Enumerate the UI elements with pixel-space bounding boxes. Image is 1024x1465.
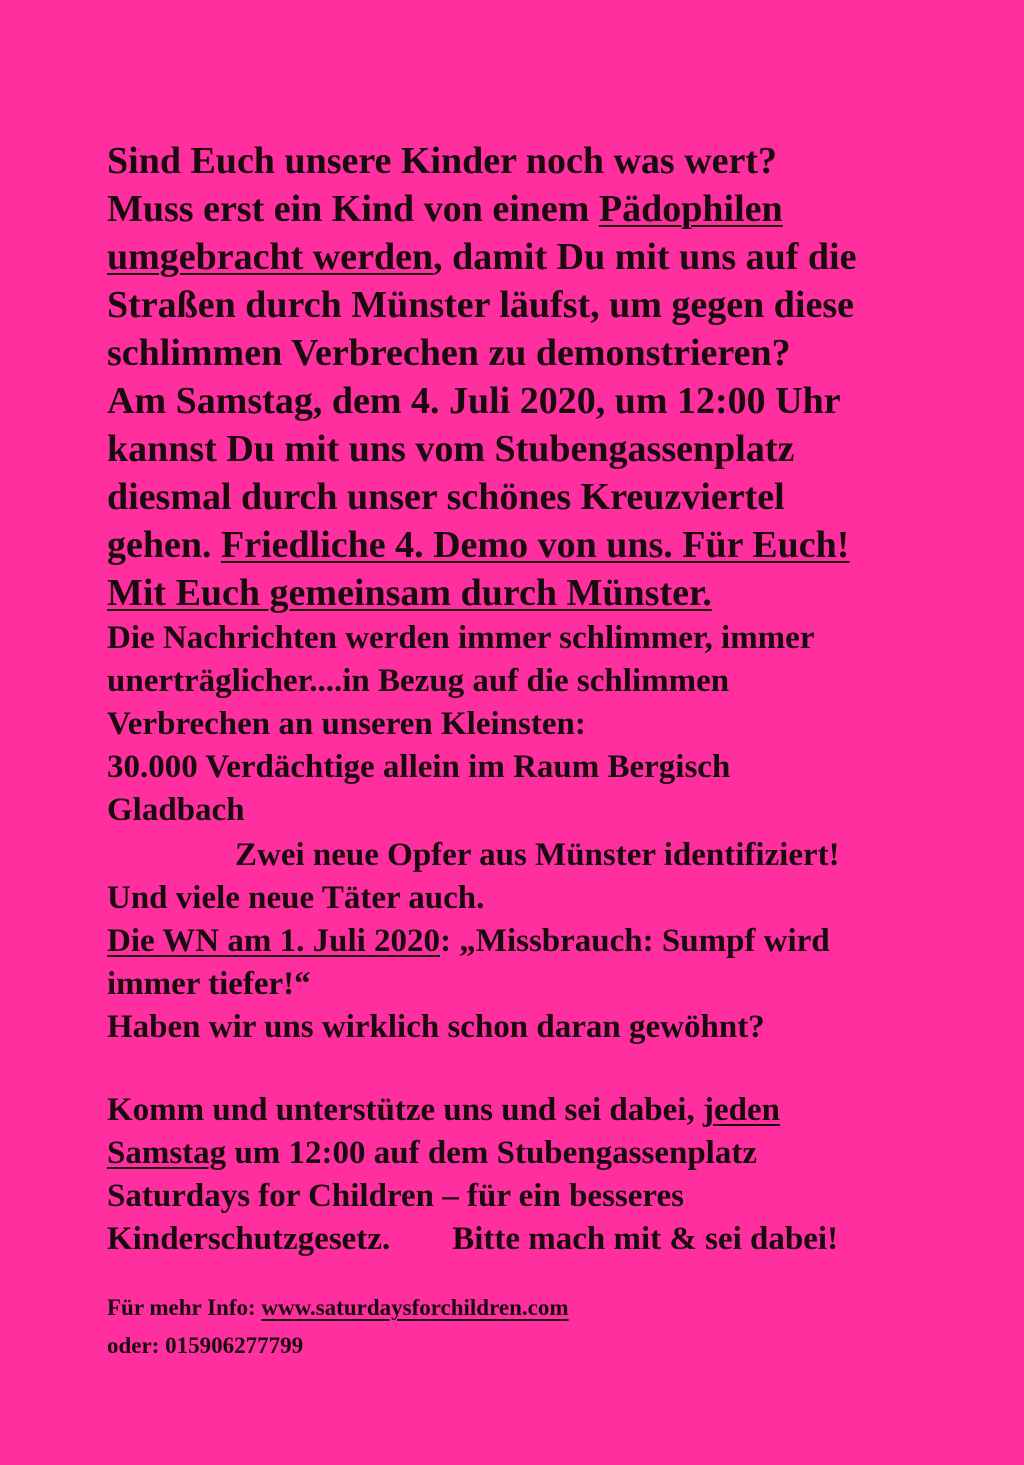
text-line: Verbrechen an unseren Kleinsten: <box>107 706 586 742</box>
text-line: immer tiefer!“ <box>107 966 311 1002</box>
headline-question: Sind Euch unsere Kinder noch was wert? <box>107 140 778 182</box>
text-line: Und viele neue Täter auch. <box>107 880 485 916</box>
text-line: kannst Du mit uns vom Stubengassenplatz <box>107 428 795 470</box>
text-line: Komm und unterstütze uns und sei dabei, jeden <box>107 1092 780 1128</box>
text-line: Muss erst ein Kind von einem Pädophilen <box>107 188 783 230</box>
text-line: diesmal durch unser schönes Kreuzviertel <box>107 476 785 518</box>
text-line: Samstag um 12:00 auf dem Stubengassenplatz <box>107 1135 757 1171</box>
info-label: Für mehr Info: <box>107 1295 262 1320</box>
phone-line <box>107 1334 303 1357</box>
text-line: gehen. Friedliche 4. Demo von uns. Für Euch! <box>107 524 850 566</box>
text-line: unerträglicher....in Bezug auf die schlimmen <box>107 663 730 699</box>
text-line: Zwei neue Opfer aus Münster identifiziert! <box>235 837 840 873</box>
text-line: Die WN am 1. Juli 2020: „Missbrauch: Sumpf wird <box>107 923 830 959</box>
text-line: Gladbach <box>107 792 245 828</box>
text-line: umgebracht werden, damit Du mit uns auf die <box>107 236 857 278</box>
text-line: schlimmen Verbrechen zu demonstrieren? <box>107 332 791 374</box>
info-line <box>107 1296 569 1319</box>
website-link[interactable]: www.saturdaysforchildren.com <box>261 1295 569 1320</box>
phone-number: 015906277799 <box>165 1333 304 1358</box>
text-line: Straßen durch Münster läufst, um gegen diese <box>107 284 855 326</box>
text-line: 30.000 Verdächtige allein im Raum Bergisch <box>107 749 731 785</box>
text-line: Haben wir uns wirklich schon daran gewöhnt? <box>107 1009 765 1045</box>
text-line: Saturdays for Children – für ein besseres <box>107 1178 684 1214</box>
event-date-line: Am Samstag, dem 4. Juli 2020, um 12:00 Uhr <box>107 380 841 422</box>
phone-label: oder: <box>107 1333 166 1358</box>
text-line: Die Nachrichten werden immer schlimmer, immer <box>107 620 815 656</box>
text-line: Mit Euch gemeinsam durch Münster. <box>107 572 712 614</box>
text-line: Kinderschutzgesetz. Bitte mach mit & sei dabei! <box>107 1221 839 1257</box>
